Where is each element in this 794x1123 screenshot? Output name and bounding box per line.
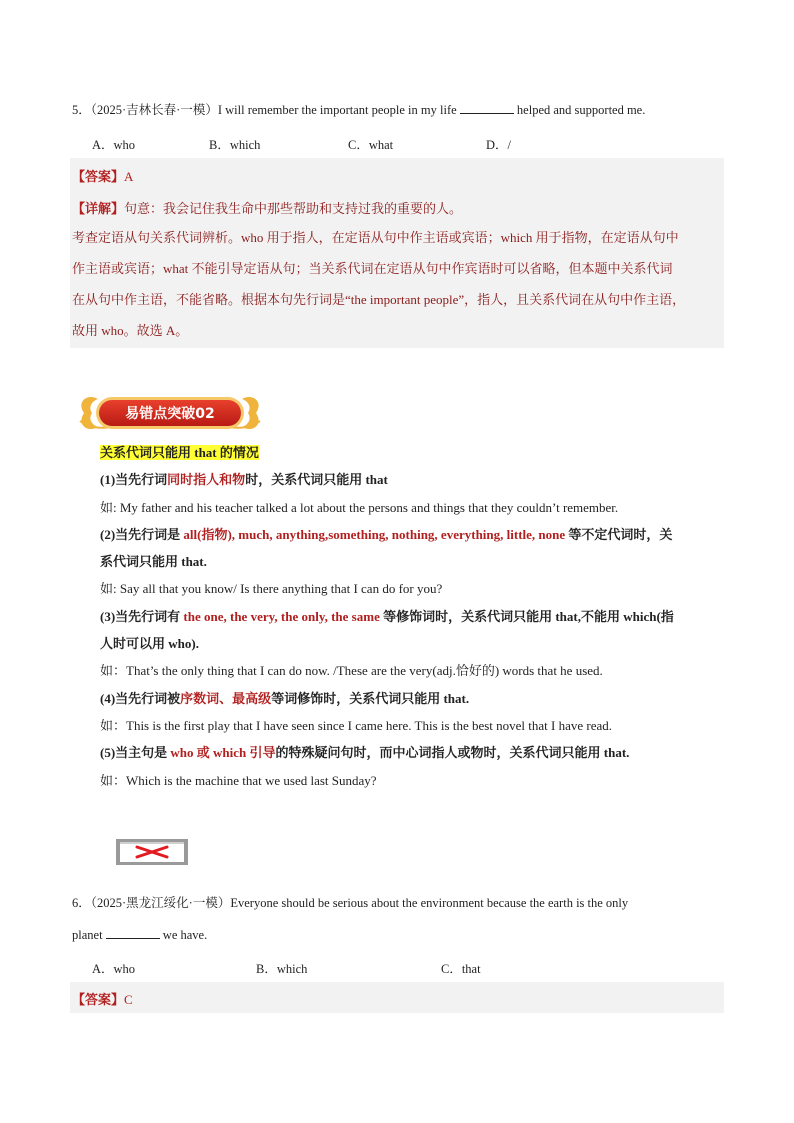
question-5-options [92, 135, 692, 153]
detail-line: 【详解】句意：我会记住我生命中那些帮助和支持过我的重要的人。 [72, 201, 463, 216]
rule-1-example: 如: My father and his teacher talked a lot about the persons and things that they couldn’t remember. [100, 499, 619, 515]
answer-value: A [124, 169, 134, 184]
rule-3-continued: 人时可以用 who). [100, 636, 199, 652]
answer-line: 【答案】C [72, 992, 133, 1007]
section-banner [74, 391, 266, 435]
rule-3: (3)当先行词有 the one, the very, the only, the same 等修饰词时，关系代词只能用 that,不能用 which(指 [100, 608, 674, 624]
rule-3-example: 如：That’s the only thing that I can do now. /These are the very(adj.恰好的) words that he used. [100, 663, 603, 679]
rule-5-example: 如：Which is the machine that we used last Sunday? [100, 772, 377, 788]
rule-2-example: 如: Say all that you know/ Is there anything that I can do for you? [100, 581, 443, 597]
option-a[interactable]: A．who [92, 962, 136, 976]
question-6-source: 2025·黑龙江绥化·一模 [97, 896, 218, 910]
rule-4: (4)当先行词被序数词、最高级等词修饰时，关系代词只能用 that. [100, 690, 470, 706]
question-6-stem-line2: planet we have. [72, 928, 208, 942]
question-6-solution-panel [70, 982, 724, 1013]
question-5-source: 2025·吉林长春·一模 [97, 103, 206, 117]
question-6-stem: 6．（2025·黑龙江绥化·一模）Everyone should be serious about the environment because the earth is the only [72, 896, 629, 910]
rule-1: (1)当先行词同时指人和物时，关系代词只能用 that [100, 472, 388, 488]
key-points-title: 关系代词只能用 that 的情况 [100, 445, 259, 460]
rule-5: (5)当主句是 who 或 which 引导的特殊疑问句时，而中心词指人或物时，关系代词只能用 that. [100, 745, 630, 761]
option-b[interactable]: B．which [256, 962, 308, 976]
answer-line: 【答案】A [72, 169, 134, 184]
answer-value: C [124, 992, 133, 1007]
answer-blank [106, 926, 160, 939]
answer-blank [460, 101, 514, 114]
question-6-options [92, 959, 692, 977]
option-a[interactable]: A．who [92, 138, 136, 152]
wrong-mark-icon [115, 838, 189, 871]
rule-2-continued: 系代词只能用 that. [100, 554, 207, 570]
option-c[interactable]: C．what [348, 138, 394, 152]
question-5-solution-panel [70, 158, 724, 348]
option-d[interactable]: D．/ [486, 138, 512, 152]
option-b[interactable]: B．which [209, 138, 261, 152]
key-points [100, 439, 740, 794]
rule-2: (2)当先行词是 all(指物), much, anything,something, nothing, everything, little, none 等不定代词时，关 [100, 526, 673, 542]
question-5-stem: 5．（2025·吉林长春·一模）I will remember the important people in my life helped and supported me. [72, 103, 646, 117]
option-c[interactable]: C．that [441, 962, 481, 976]
rule-4-example: 如：This is the first play that I have seen since I came here. This is the best novel that I have read. [100, 717, 613, 733]
analysis-text: 考查定语从句关系代词辨析。who 用于指人，在定语从句中作主语或宾语；which 用于指物，在定语从句中 作主语或宾语；what 不能引导定语从句；当关系代词在定语从句中作宾语时可以省略，但本题中关系代词 在从句中作主语，不能省略。根据本句先行词是“the important people”，指人，且关系代词在从句中作主语， 故用 who。故选 A。 [72, 230, 686, 338]
banner-label: 易错点突破02 [125, 406, 215, 422]
